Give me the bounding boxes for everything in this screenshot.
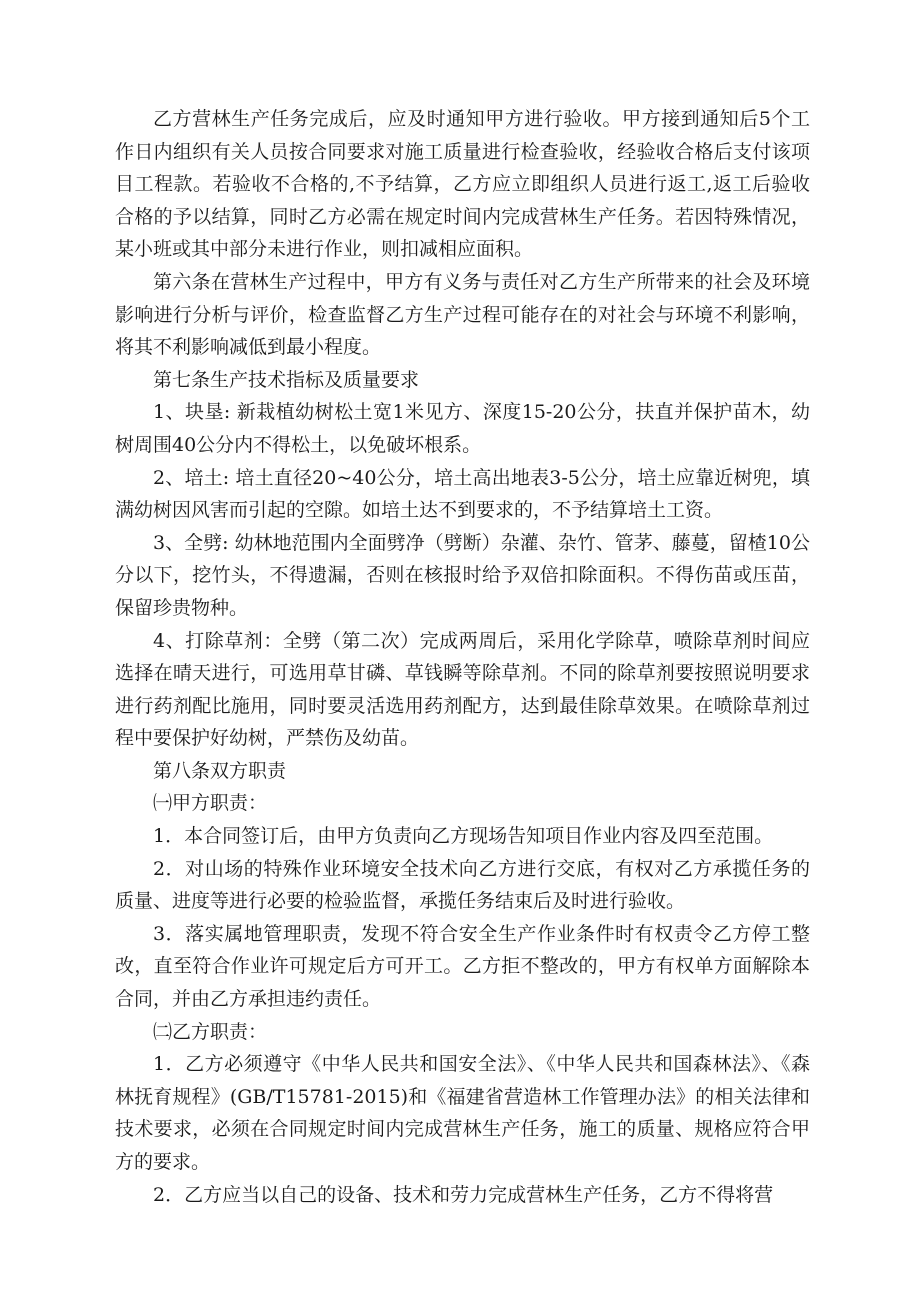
paragraph-item-4: 4、打除草剂：全劈（第二次）完成两周后，采用化学除草，喷除草剂时间应选择在晴天进行，可选用草甘磷、草钱瞬等除草剂。不同的除草剂要按照说明要求进行药剂配比施用，同时要灵活选用药剂配方，达到最佳除草效果。在喷除草剂过程中要保护好幼树，严禁伤及幼苗。: [115, 629, 810, 750]
paragraph-party-a-duty-3: 3．落实属地管理职责，发现不符合安全生产作业条件时有权责令乙方停工整改，直至符合作业许可规定后方可开工。乙方拒不整改的，甲方有权单方面解除本合同，并由乙方承担违约责任。: [115, 922, 810, 1011]
document-page: [115, 103, 810, 1211]
heading-party-a-duties: ㈠甲方职责：: [153, 792, 268, 815]
heading-party-b-duties: ㈡乙方职责：: [153, 1020, 268, 1043]
heading-article-7: 第七条生产技术指标及质量要求: [153, 368, 420, 391]
paragraph-item-3: 3、全劈: 幼林地范围内全面劈净（劈断）杂灌、杂竹、管茅、藤蔓，留楂10公分以下，挖竹头，不得遗漏，否则在核报时给予双倍扣除面积。不得伤苗或压苗，保留珍贵物种。: [115, 531, 810, 619]
paragraph-party-a-duty-1: 1．本合同签订后，由甲方负责向乙方现场告知项目作业内容及四至范围。: [153, 825, 774, 848]
paragraph-party-a-duty-2: 2．对山场的特殊作业环境安全技术向乙方进行交底，有权对乙方承揽任务的质量、进度等进行必要的检验监督，承揽任务结束后及时进行验收。: [115, 857, 810, 913]
paragraph-article-6: 第六条在营林生产过程中，甲方有义务与责任对乙方生产所带来的社会及环境影响进行分析与评价，检查监督乙方生产过程可能存在的对社会与环境不利影响，将其不利影响减低到最小程度。: [115, 270, 810, 359]
paragraph-item-1: 1、块垦: 新栽植幼树松土宽1米见方、深度15-20公分，扶直并保护苗木，幼树周围40公分内不得松土，以免破坏根系。: [115, 401, 810, 456]
paragraph-acceptance: 乙方营林生产任务完成后，应及时通知甲方进行验收。甲方接到通知后5个工作日内组织有关人员按合同要求对施工质量进行检查验收，经验收合格后支付该项目工程款。若验收不合格的,不予结算，乙方应立即组织人员进行返工,返工后验收合格的予以结算，同时乙方必需在规定时间内完成营林生产任务。若因特殊情况，某小班或其中部分未进行作业，则扣减相应面积。: [115, 108, 810, 261]
paragraph-party-b-duty-2: 2．乙方应当以自己的设备、技术和劳力完成营林生产任务，乙方不得将营: [153, 1183, 774, 1206]
heading-article-8: 第八条双方职责: [153, 759, 287, 782]
paragraph-item-2: 2、培土: 培土直径20~40公分，培土高出地表3-5公分，培土应靠近树兜，填满幼树因风害而引起的空隙。如培土达不到要求的，不予结算培土工资。: [115, 466, 810, 522]
paragraph-party-b-duty-1: 1．乙方必须遵守《中华人民共和国安全法》、《中华人民共和国森林法》、《森林抚育规程》(GB/T15781-2015)和《福建省营造林工作管理办法》的相关法律和技术要求，必须在合同规定时间内完成营林生产任务，施工的质量、规格应符合甲方的要求。: [115, 1053, 810, 1173]
